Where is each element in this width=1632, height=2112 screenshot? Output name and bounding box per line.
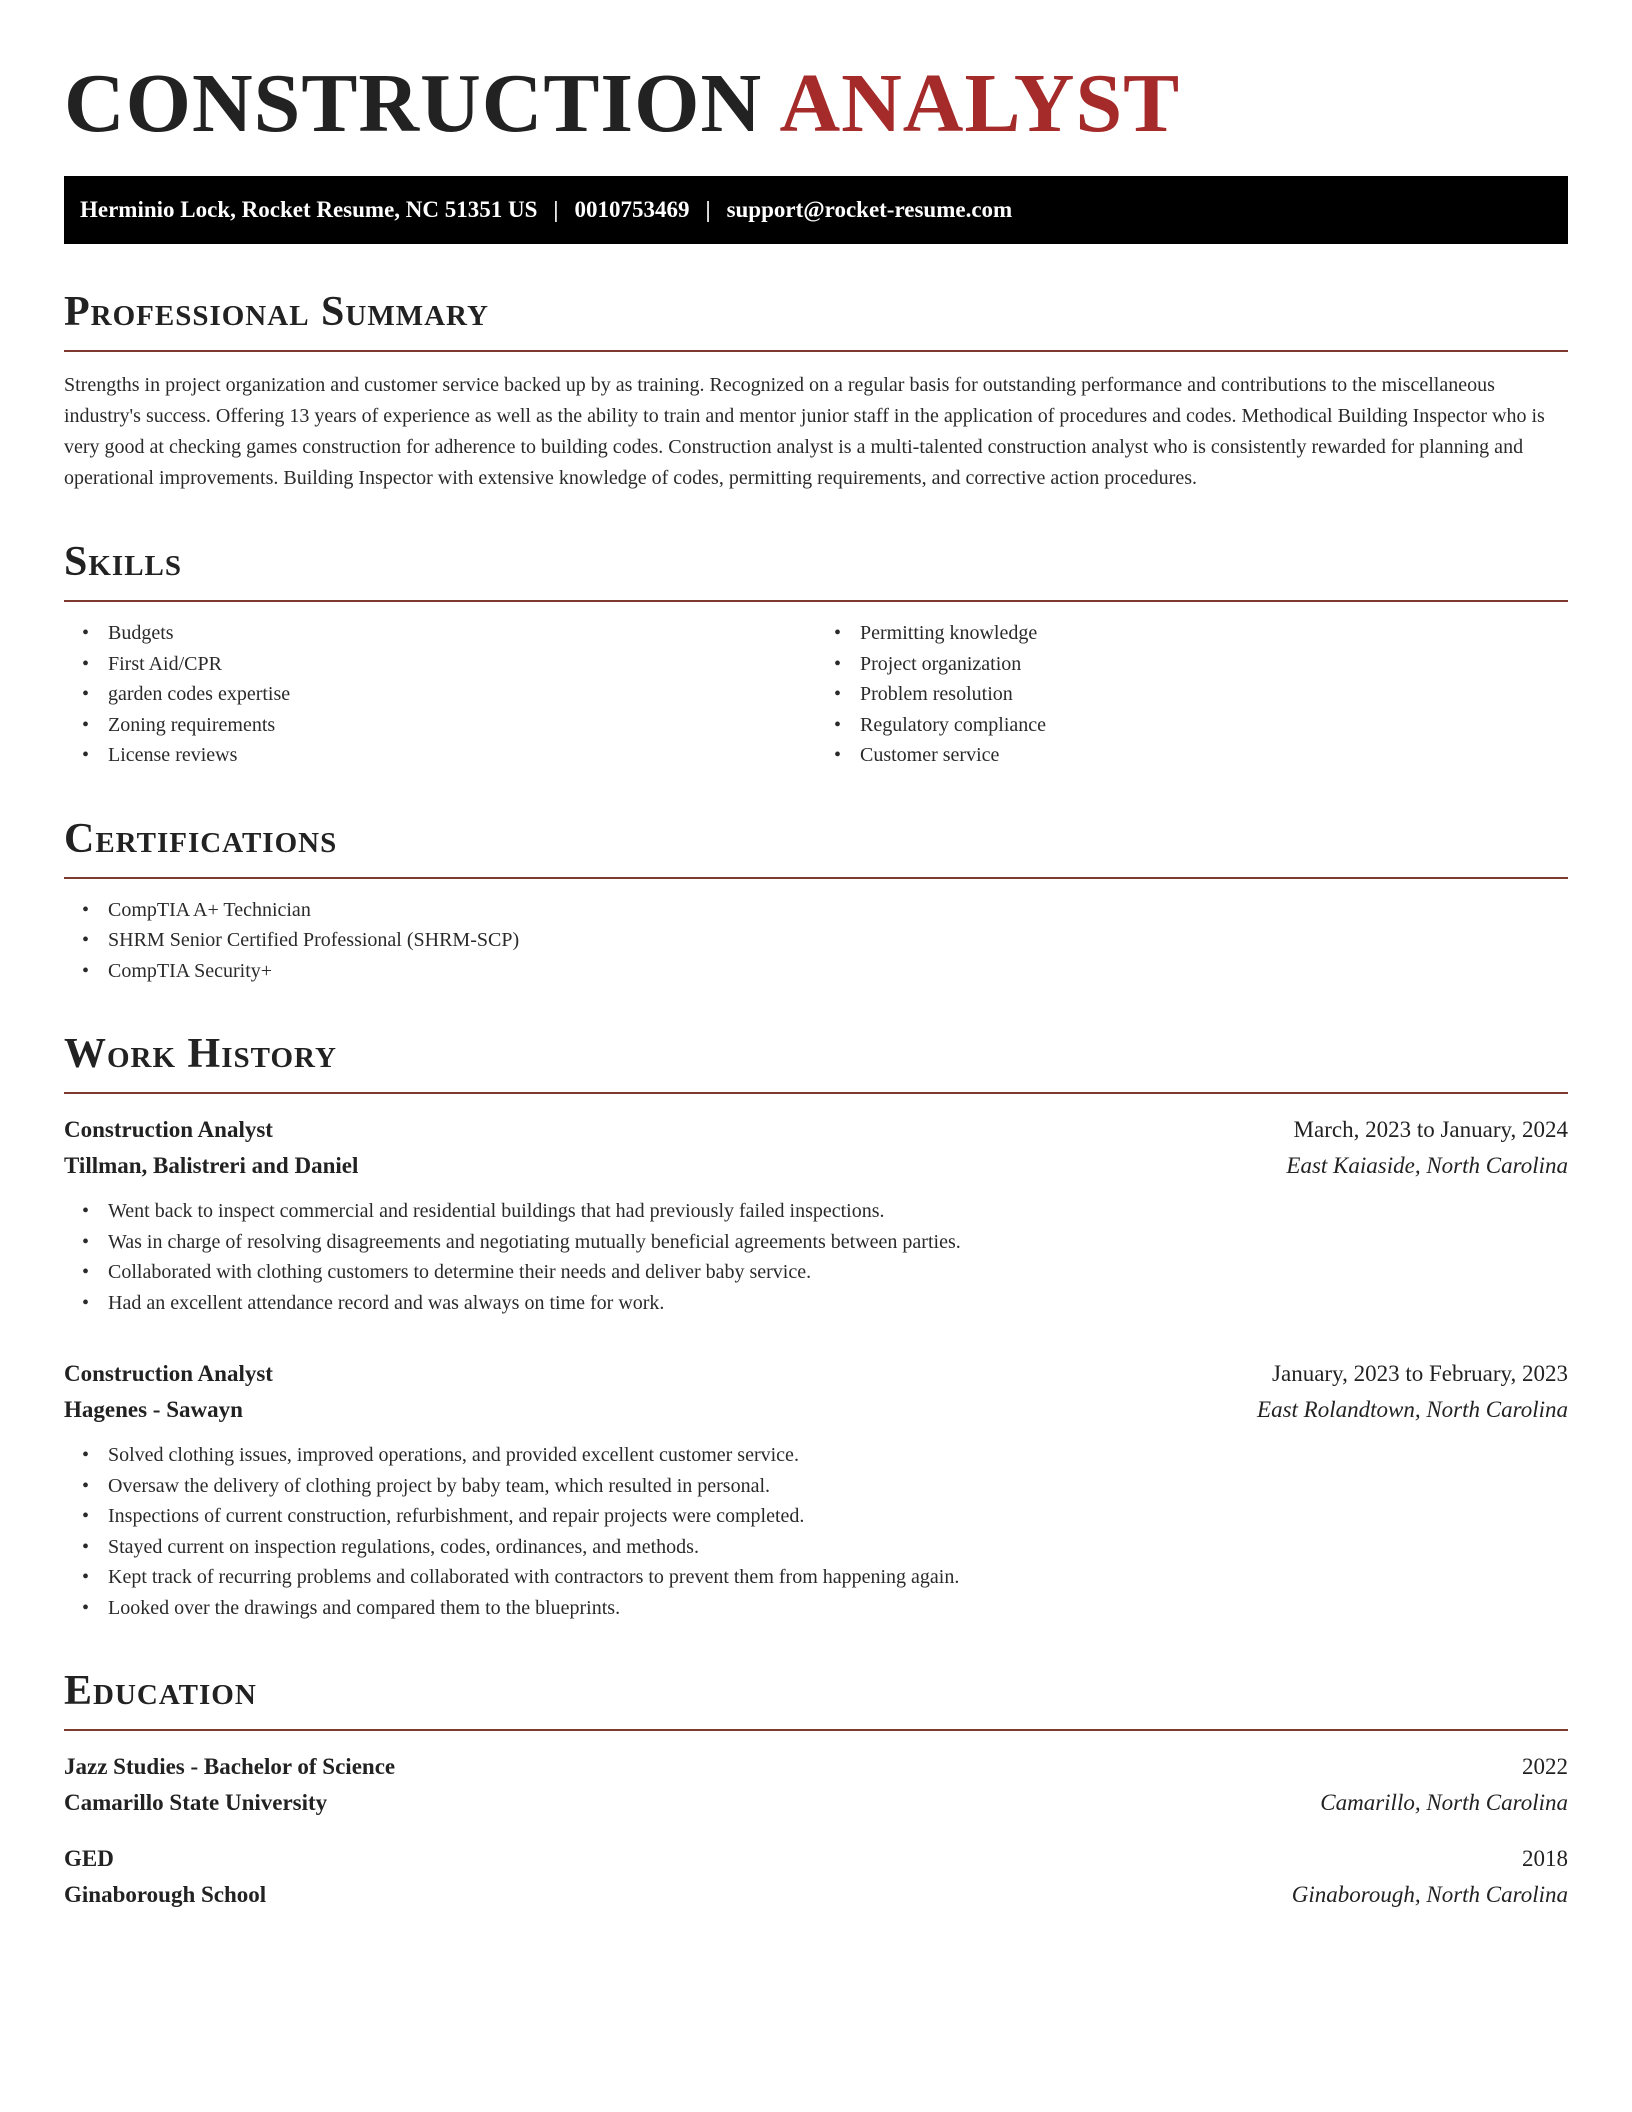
education-entry: [64, 1749, 1568, 1821]
education-section: [64, 1667, 1568, 1913]
education-location: Camarillo, North Carolina: [1320, 1790, 1568, 1815]
education-school-row: [64, 1785, 1568, 1821]
contact-phone: 0010753469: [574, 197, 690, 222]
contact-address: Herminio Lock, Rocket Resume, NC 51351 US: [80, 197, 538, 222]
skill-item: • Budgets: [108, 618, 816, 649]
title-second-word: ANALYST: [779, 57, 1181, 150]
education-year: 2018: [1522, 1846, 1568, 1871]
contact-separator: |: [553, 197, 559, 222]
education-degree-row: [64, 1749, 1568, 1785]
certification-item: • CompTIA A+ Technician: [108, 895, 1568, 926]
education-degree-row: [64, 1841, 1568, 1877]
job-bullet: • Oversaw the delivery of clothing project by baby team, which resulted in personal.: [108, 1471, 1568, 1502]
job-bullets: [64, 1440, 1568, 1623]
certifications-section: [64, 815, 1568, 987]
certification-item: • CompTIA Security+: [108, 956, 1568, 987]
work-history-heading: Work History: [64, 1030, 1568, 1094]
education-school: Camarillo State University: [64, 1790, 328, 1815]
skill-item: • Zoning requirements: [108, 710, 816, 741]
job-company: Hagenes - Sawayn: [64, 1397, 243, 1422]
job-bullet: • Stayed current on inspection regulations, codes, ordinances, and methods.: [108, 1532, 1568, 1563]
skill-item: • garden codes expertise: [108, 679, 816, 710]
job-bullet: • Went back to inspect commercial and residential buildings that had previously failed inspections.: [108, 1196, 1568, 1227]
job-dates: January, 2023 to February, 2023: [1272, 1361, 1568, 1386]
job-bullet: • Looked over the drawings and compared them to the blueprints.: [108, 1593, 1568, 1624]
job-bullet: • Solved clothing issues, improved operations, and provided excellent customer service.: [108, 1440, 1568, 1471]
job-dates: March, 2023 to January, 2024: [1293, 1117, 1568, 1142]
job-company-row: [64, 1148, 1568, 1184]
skills-column-left: [64, 602, 816, 771]
job-bullet: • Collaborated with clothing customers to determine their needs and deliver baby service.: [108, 1257, 1568, 1288]
skills-column-right: [816, 602, 1568, 771]
title-first-word: CONSTRUCTION: [64, 57, 763, 150]
education-degree: Jazz Studies - Bachelor of Science: [64, 1754, 396, 1779]
work-history-section: [64, 1030, 1568, 1623]
summary-section: [64, 288, 1568, 494]
job-title-row: [64, 1356, 1568, 1392]
education-location: Ginaborough, North Carolina: [1291, 1882, 1568, 1907]
job-bullets: [64, 1196, 1568, 1318]
contact-bar: [64, 176, 1568, 244]
contact-email: support@rocket-resume.com: [726, 197, 1013, 222]
job-location: East Rolandtown, North Carolina: [1257, 1397, 1568, 1422]
skills-section: [64, 538, 1568, 771]
skills-list-left: [64, 618, 816, 771]
job-company-row: [64, 1392, 1568, 1428]
job-title: Construction Analyst: [64, 1361, 273, 1386]
certifications-heading: Certifications: [64, 815, 1568, 879]
job-bullet: • Inspections of current construction, refurbishment, and repair projects were completed.: [108, 1501, 1568, 1532]
certification-item: • SHRM Senior Certified Professional (SHRM-SCP): [108, 925, 1568, 956]
education-heading: Education: [64, 1667, 1568, 1731]
skill-item: • Permitting knowledge: [860, 618, 1568, 649]
summary-text: Strengths in project organization and customer service backed up by as training. Recognized on a regular basis for outstanding performance and contributions to the miscellaneous industry's success. Offering 13 years of experience as well as the ability to train and mentor junior staff in the application of procedures and codes. Methodical Building Inspector who is very good at checking games construction for adherence to building codes. Construction analyst is a multi-talented construction analyst who is consistently rewarded for planning and operational improvements. Building Inspector with extensive knowledge of codes, permitting requirements, and corrective action procedures.: [64, 374, 1545, 489]
skills-grid: [64, 602, 1568, 771]
skill-item: • Customer service: [860, 740, 1568, 771]
skill-item: • Project organization: [860, 649, 1568, 680]
certifications-list: [64, 895, 1568, 987]
job-entry: [64, 1356, 1568, 1623]
skill-item: • License reviews: [108, 740, 816, 771]
resume-title: [64, 56, 1568, 152]
education-school: Ginaborough School: [64, 1882, 267, 1907]
job-bullet: • Kept track of recurring problems and collaborated with contractors to prevent them from happening again.: [108, 1562, 1568, 1593]
skill-item: • First Aid/CPR: [108, 649, 816, 680]
education-year: 2022: [1522, 1754, 1568, 1779]
education-degree: GED: [64, 1846, 114, 1871]
skills-heading: Skills: [64, 538, 1568, 602]
education-school-row: [64, 1877, 1568, 1913]
contact-separator: |: [705, 197, 711, 222]
job-title: Construction Analyst: [64, 1117, 273, 1142]
skills-list-right: [816, 618, 1568, 771]
job-bullet: • Had an excellent attendance record and was always on time for work.: [108, 1288, 1568, 1319]
job-entry: [64, 1112, 1568, 1318]
job-bullet: • Was in charge of resolving disagreements and negotiating mutually beneficial agreements between parties.: [108, 1227, 1568, 1258]
skill-item: • Problem resolution: [860, 679, 1568, 710]
job-title-row: [64, 1112, 1568, 1148]
education-entry: [64, 1841, 1568, 1913]
skill-item: • Regulatory compliance: [860, 710, 1568, 741]
summary-heading: Professional Summary: [64, 288, 1568, 352]
job-company: Tillman, Balistreri and Daniel: [64, 1153, 359, 1178]
job-location: East Kaiaside, North Carolina: [1286, 1153, 1568, 1178]
